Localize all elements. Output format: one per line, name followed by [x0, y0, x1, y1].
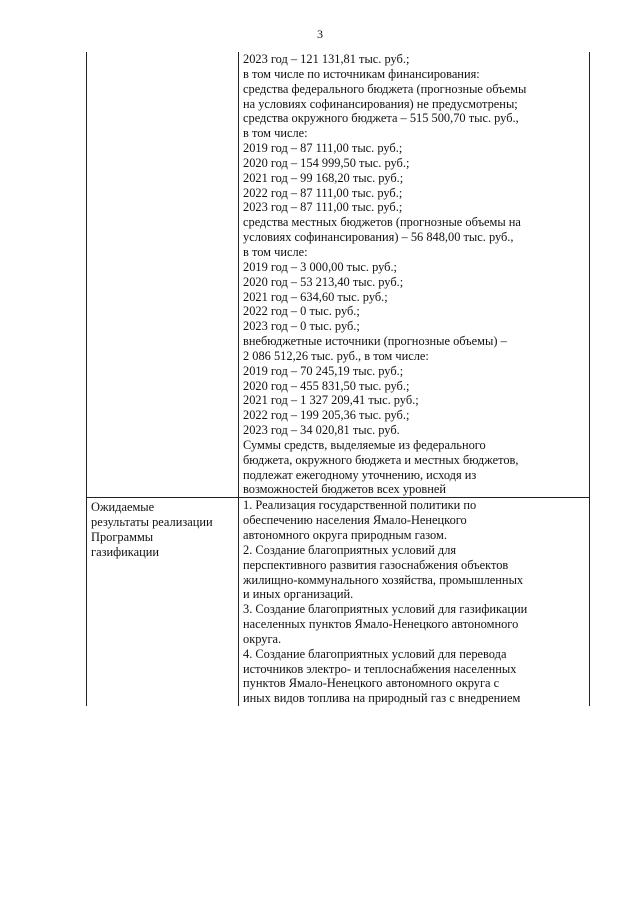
funding-label-cell: [87, 52, 239, 498]
expected-results-text-cell: [239, 498, 590, 706]
funding-text-line: 2022 год – 0 тыс. руб.;: [243, 304, 360, 319]
page-number: 3: [317, 27, 323, 41]
funding-text-line: бюджета, окружного бюджета и местных бюджетов,: [243, 452, 519, 467]
funding-text-line: 2021 год – 99 168,20 тыс. руб.;: [243, 170, 404, 185]
funding-text-line: возможностей бюджетов всех уровней: [243, 482, 447, 497]
funding-text-line: подлежат ежегодному уточнению, исходя из: [243, 467, 477, 482]
results-text-line: 3. Создание благоприятных условий для газификации: [243, 602, 528, 617]
funding-text-line: 2023 год – 121 131,81 тыс. руб.;: [243, 52, 410, 66]
results-label-line: Программы: [91, 530, 154, 544]
results-text-line: жилищно-коммунального хозяйства, промышленных: [243, 572, 524, 587]
funding-text-line: 2 086 512,26 тыс. руб., в том числе:: [243, 348, 429, 363]
funding-text-line: средства местных бюджетов (прогнозные объемы на: [243, 215, 521, 230]
funding-text-line: внебюджетные источники (прогнозные объемы) –: [243, 334, 507, 349]
results-text-line: 2. Создание благоприятных условий для: [243, 542, 457, 557]
funding-text-line: 2020 год – 455 831,50 тыс. руб.;: [243, 378, 410, 393]
results-label-line: результаты реализации: [91, 515, 213, 530]
funding-text-line: 2019 год – 3 000,00 тыс. руб.;: [243, 259, 397, 274]
results-text-line: обеспечению населения Ямало-Ненецкого: [243, 513, 467, 528]
results-label-line: газификации: [91, 544, 159, 559]
funding-text-line: 2020 год – 53 213,40 тыс. руб.;: [243, 274, 404, 289]
expected-results-label-cell: [87, 498, 239, 706]
funding-text-line: 2022 год – 199 205,36 тыс. руб.;: [243, 408, 410, 423]
funding-text-line: в том числе:: [243, 244, 308, 259]
funding-text-line: 2023 год – 34 020,81 тыс. руб.: [243, 423, 400, 438]
results-text-line: перспективного развития газоснабжения объектов: [243, 557, 509, 572]
results-text-line: округа.: [243, 631, 282, 646]
funding-text-line: Суммы средств, выделяемые из федерального: [243, 437, 486, 452]
funding-text-line: средства окружного бюджета – 515 500,70 тыс. руб.,: [243, 111, 519, 126]
funding-text-cell: [239, 52, 590, 498]
funding-text-line: на условиях софинансирования) не предусмотрены;: [243, 96, 518, 111]
funding-text-line: условиях софинансирования) – 56 848,00 тыс. руб.,: [243, 230, 514, 245]
funding-text-line: 2019 год – 87 111,00 тыс. руб.;: [243, 141, 403, 156]
funding-text-line: средства федерального бюджета (прогнозные объемы: [243, 81, 527, 96]
results-text-line: источников электро- и теплоснабжения населенных: [243, 661, 517, 676]
funding-text-line: 2023 год – 87 111,00 тыс. руб.;: [243, 200, 403, 215]
results-text-line: 4. Создание благоприятных условий для перевода: [243, 646, 507, 661]
funding-text-line: 2023 год – 0 тыс. руб.;: [243, 319, 360, 334]
results-label-line: Ожидаемые: [91, 500, 155, 515]
funding-text-line: 2021 год – 634,60 тыс. руб.;: [243, 289, 388, 304]
results-text-line: иных видов топлива на природный газ с внедрением: [243, 691, 521, 706]
funding-text-line: 2020 год – 154 999,50 тыс. руб.;: [243, 155, 410, 170]
funding-text-line: 2022 год – 87 111,00 тыс. руб.;: [243, 185, 403, 200]
funding-text-line: в том числе по источникам финансирования:: [243, 66, 480, 81]
funding-text-line: 2019 год – 70 245,19 тыс. руб.;: [243, 363, 404, 378]
results-text-line: и иных организаций.: [243, 587, 354, 602]
results-text-line: 1. Реализация государственной политики по: [243, 498, 477, 513]
funding-text-line: в том числе:: [243, 126, 308, 141]
funding-text-line: 2021 год – 1 327 209,41 тыс. руб.;: [243, 393, 419, 408]
expected-results-row: [87, 498, 590, 706]
results-text-line: автономного округа природным газом.: [243, 528, 447, 542]
results-text-line: пунктов Ямало-Ненецкого автономного округа с: [243, 676, 500, 691]
funding-row: [87, 52, 590, 498]
results-text-line: населенных пунктов Ямало-Ненецкого автономного: [243, 617, 519, 632]
program-passport-table: [86, 52, 590, 706]
